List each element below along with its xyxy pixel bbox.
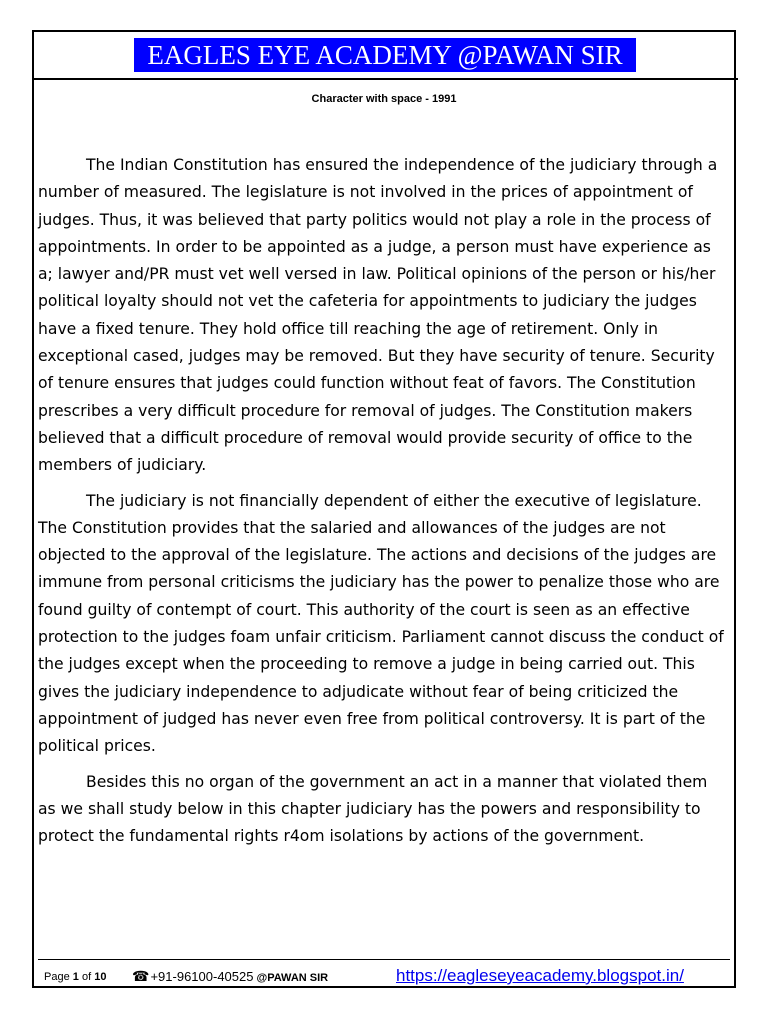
phone-number: +91-96100-40525 xyxy=(150,969,254,984)
page-total: 10 xyxy=(94,971,107,983)
footer-divider xyxy=(38,959,730,960)
header-row xyxy=(34,32,738,80)
contact-info xyxy=(132,968,328,985)
page-frame xyxy=(32,30,736,988)
website-link[interactable]: https://eagleseyeacademy.blogspot.in/ xyxy=(396,966,684,985)
telephone-icon: ☎ xyxy=(132,968,150,984)
page-footer xyxy=(44,966,734,988)
paragraph-3: Besides this no organ of the government an act in a manner that violated them as we shall study below in this chapter judiciary has the powers and responsibility to protect the fundamental rights r4om isolations by actions of the government. xyxy=(38,772,708,846)
author-name: @PAWAN SIR xyxy=(256,972,329,984)
page-current: 1 xyxy=(72,971,79,983)
character-count-subtitle: Character with space - 1991 xyxy=(311,93,457,105)
document-body xyxy=(38,152,728,858)
page-indicator xyxy=(44,971,106,983)
page-word: Page xyxy=(44,971,70,983)
academy-title: EAGLES EYE ACADEMY @PAWAN SIR xyxy=(134,38,636,72)
of-word: of xyxy=(81,971,92,983)
paragraph-1: The Indian Constitution has ensured the independence of the judiciary through a number of measured. The legislature is not involved in the prices of appointment of judges. Thus, it was believed that party politics would not play a role in the process of appointments. In order to be appointed as a judge, a person must have experience as a; lawyer and/PR must vet well versed in law. Political opinions of the person or his/her political loyalty should not vet the cafeteria for appointments to judiciary the judges have a fixed tenure. They hold office till reaching the age of retirement. Only in exceptional cased, judges may be removed. But they have security of tenure. Security of tenure ensures that judges could function without feat of favors. The Constitution prescribes a very difficult procedure for removal of judges. The Constitution makers believed that a difficult procedure of removal would provide security of office to the members of judiciary. xyxy=(38,156,718,475)
paragraph-2: The judiciary is not financially dependent of either the executive of legislature. The Constitution provides that the salaried and allowances of the judges are not objected to the approval of the legislature. The actions and decisions of the judges are immune from personal criticisms the judiciary has the power to penalize those who are found guilty of contempt of court. This authority of the court is seen as an effective protection to the judges foam unfair criticism. Parliament cannot discuss the conduct of the judges except when the proceeding to remove a judge in being carried out. This gives the judiciary independence to adjudicate without fear of being criticized the appointment of judged has never even free from political controversy. It is part of the political prices. xyxy=(38,491,724,756)
